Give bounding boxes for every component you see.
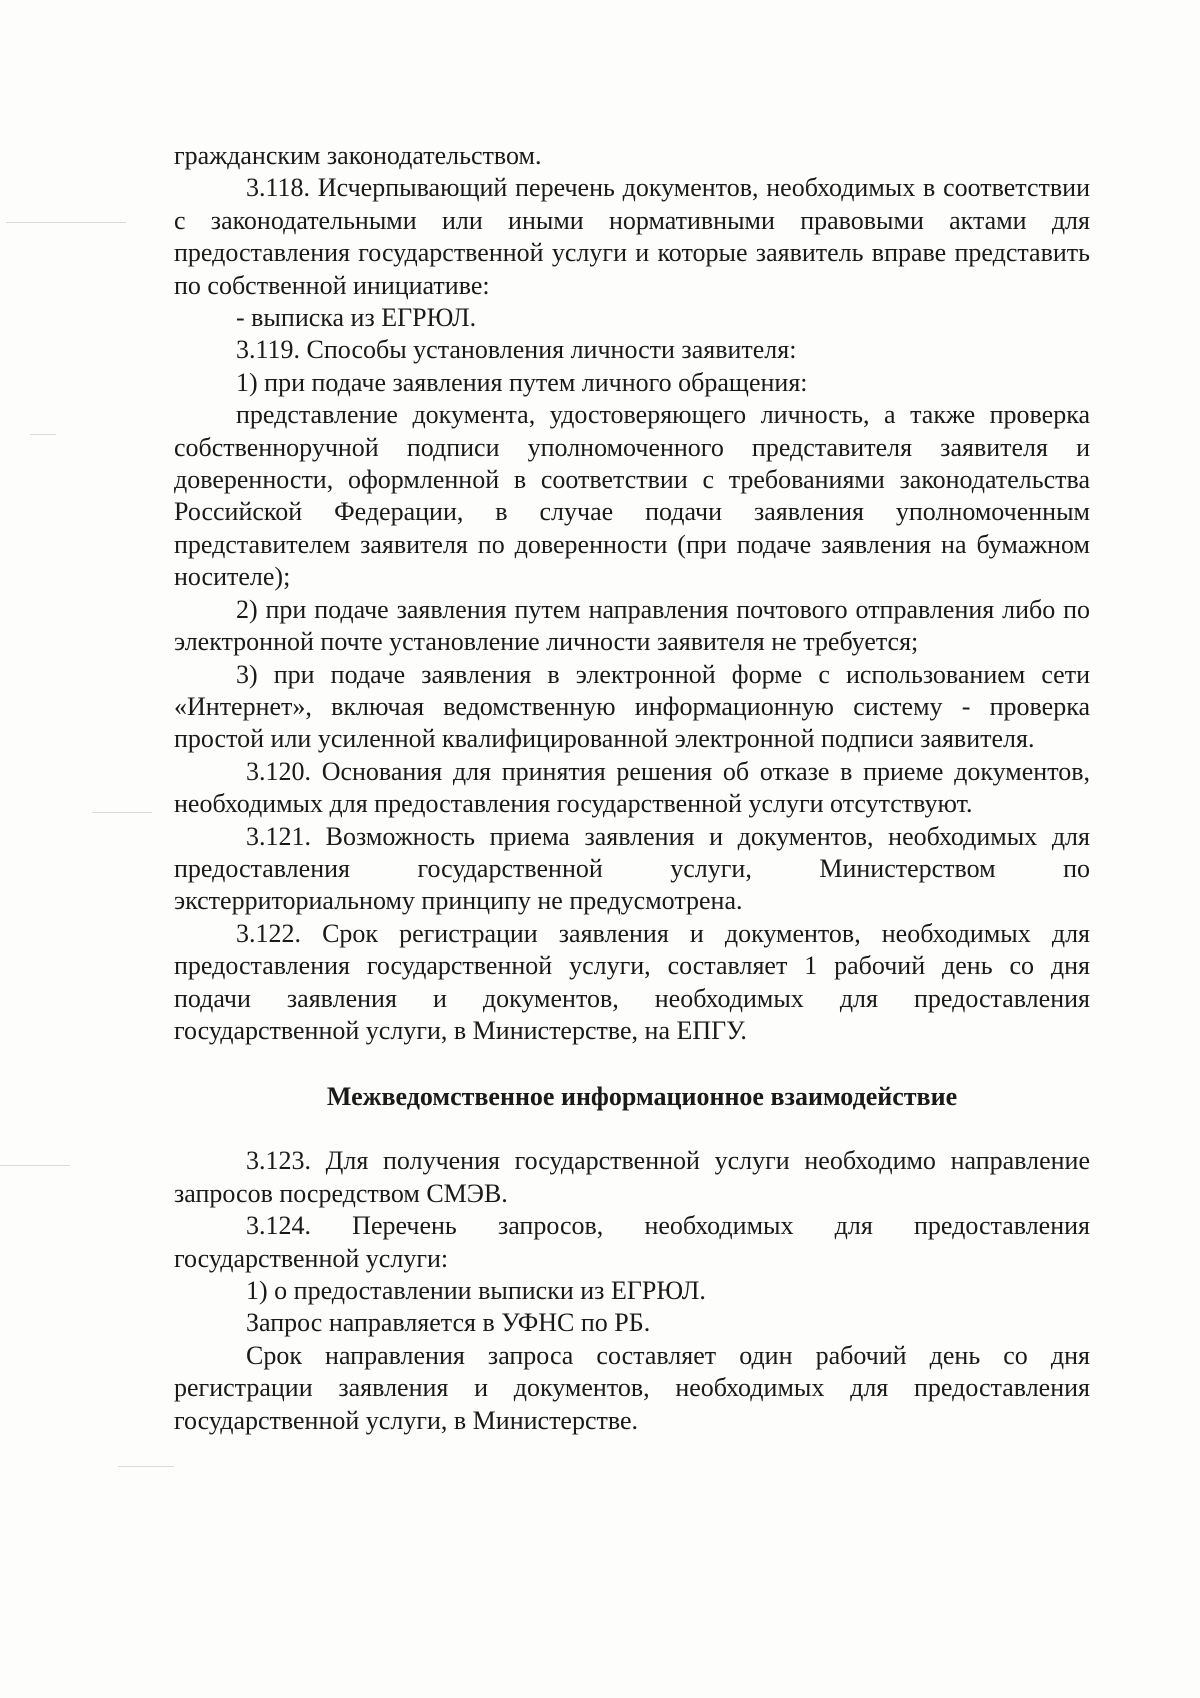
paragraph-request-recipient: Запрос направляется в УФНС по РБ. [246, 1308, 651, 1338]
list-item-egrul-extract: - выписка из ЕГРЮЛ. [236, 303, 477, 333]
paragraph-3-122: 3.122. Срок регистрации заявления и документов, необходимых для предоставления государственной услуги, составляет 1 рабочий день со дня подачи заявления и документов, необходимых для предоставления государственной услуги, в Министерстве, на ЕПГУ. [174, 918, 1090, 1045]
paragraph-3-118: 3.118. Исчерпывающий перечень документов, необходимых в соответствии с законодательными или иными нормативными правовыми актами для предоставления государственной услуги и которые заявитель вправе представить по собственной инициативе: [174, 173, 1090, 300]
list-item-egrul-request: 1) о предоставлении выписки из ЕГРЮЛ. [246, 1276, 706, 1305]
scan-artifact [6, 222, 126, 223]
paragraph-3-123: 3.123. Для получения государственной услуги необходимо направление запросов посредством СМЭВ. [174, 1146, 1090, 1208]
scan-artifact [92, 812, 152, 813]
list-item-electronic: 3) при подаче заявления в электронной форме с использованием сети «Интернет», включая ведомственную информационную систему - проверка простой или усиленной квалифицированной электронной подписи заявителя. [174, 659, 1090, 754]
paragraph-request-deadline: Срок направления запроса составляет один рабочий день со дня регистрации заявления и документов, необходимых для предоставления государственной услуги, в Министерстве. [174, 1340, 1090, 1435]
scan-artifact [30, 434, 56, 435]
scan-artifact [0, 1165, 70, 1166]
section-heading: Межведомственное информационное взаимодействие [326, 1082, 958, 1112]
paragraph-3-124: 3.124. Перечень запросов, необходимых для предоставления государственной услуги: [174, 1211, 1090, 1273]
paragraph-3-119: 3.119. Способы установления личности заявителя: [236, 335, 797, 365]
paragraph-3-121: 3.121. Возможность приема заявления и документов, необходимых для предоставления государственной услуги, Министерством по экстерриториальному принципу не предусмотрена. [174, 821, 1090, 916]
list-item-postal: 2) при подаче заявления путем направления почтового отправления либо по электронной почте установление личности заявителя не требуется; [174, 594, 1090, 657]
scan-artifact [118, 1466, 174, 1467]
paragraph-continuation: гражданским законодательством. [174, 141, 542, 170]
list-item-personal-visit: 1) при подаче заявления путем личного обращения: [236, 367, 808, 397]
paragraph-3-120: 3.120. Основания для принятия решения об отказе в приеме документов, необходимых для предоставления государственной услуги отсутствуют. [174, 756, 1090, 819]
paragraph-identity-document: представление документа, удостоверяющего личность, а также проверка собственноручной подписи уполномоченного представителя заявителя и доверенности, оформленной в соответствии с требованиями законодательства Российской Федерации, в случае подачи заявления уполномоченным представителем заявителя по доверенности (при подаче заявления на бумажном носителе); [174, 400, 1090, 592]
